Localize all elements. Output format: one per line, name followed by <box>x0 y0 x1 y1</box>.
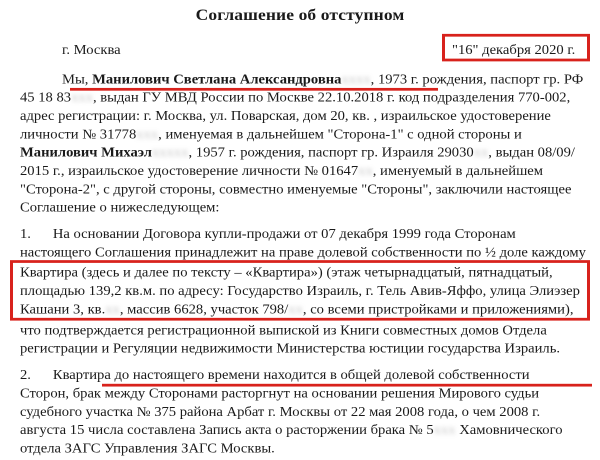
passport-number-partial: 45 18 83 <box>20 90 72 106</box>
intro-line-3: адрес регистрации: г. Москва, ул. Поварская, дом 20, кв. , израильское удостоверение <box>20 109 551 124</box>
divorce-record: августа 15 числа составлена Запись акта о расторжении брака № 5 <box>20 423 434 438</box>
apartment-highlight-box <box>10 260 590 320</box>
party2-passport-issued: , выдан 08/09/ <box>488 145 575 161</box>
intro-line-1 <box>62 71 583 89</box>
intro-prefix: Мы, <box>62 72 93 88</box>
apartment-parcel: , массив 6628, участок 798/ <box>119 302 289 317</box>
intro-line-4 <box>20 125 522 143</box>
clause2-line-5: отдела ЗАГС Управления ЗАГС Москвы. <box>20 441 275 457</box>
redacted-mark: xx <box>105 302 120 317</box>
redacted-mark: xx <box>358 163 373 179</box>
party2-id: 2015 г., израильское удостоверение личности № 01647 <box>20 163 359 179</box>
clause1-line-1: 1. На основании Договора купли-продажи от 07 декабря 1999 года Сторонам <box>20 227 516 242</box>
redacted-mark: xxx <box>433 423 456 438</box>
clause1-line-3: Квартира (здесь и далее по тексту – «Квартира») (этаж четырнадцатый, пятнадцатый, <box>20 265 553 281</box>
clause2-line-3: судебного участка № 375 района Арбат г. Москвы от 22 мая 2008 года, о чем 2008 г. <box>20 404 541 420</box>
clause1-line-7: регистрации и Регуляции недвижимости Министерства юстиции государства Израиль. <box>20 341 561 357</box>
clause1-line-4: площадью 139,2 кв.м. по адресу: Государство Израиль, г. Тель Авив-Яффо, улица Элиэзер <box>20 283 580 299</box>
clause2-line-1: 2. Квартира до настоящего времени находится в общей долевой собственности <box>20 368 530 383</box>
divorce-record-office: Хамовнического <box>455 423 563 438</box>
intro-line-2 <box>20 89 570 107</box>
clause2-line-2: Сторон, брак между Сторонами расторгнут на основании решения Мирового судьи <box>20 386 540 402</box>
party1-name: Манилович Светлана Александровна <box>92 72 342 88</box>
party2-designation: , именуемый в дальнейшем <box>372 163 544 179</box>
clause2-line-4 <box>20 421 563 439</box>
party2-name: Манилович Михаэл <box>20 145 152 161</box>
clause1-line-6: что подтверждается регистрационной выпиской из Книги совместных домов Отдела <box>20 323 547 339</box>
city-line: г. Москва <box>62 43 121 58</box>
id-number-partial: личности № 31778 <box>20 127 137 142</box>
document-title: Соглашение об отступном <box>195 5 405 24</box>
redacted-mark: xxx <box>136 127 159 142</box>
redacted-mark: xx <box>288 302 303 317</box>
date-line: "16" декабря 2020 г. <box>452 43 576 58</box>
intro-line-7: "Сторона-2", с другой стороны, совместно именуемые "Стороны", заключили настоящее <box>20 182 572 197</box>
apartment-appendages: , со всеми пристройками и приложениями), <box>302 302 574 317</box>
redacted-mark: xxxx <box>341 72 371 88</box>
intro-line-6 <box>20 162 543 180</box>
passport-issued: , выдан ГУ МВД России по Москве 22.10.2018 г. код подразделения 770-002, <box>92 90 571 106</box>
redacted-mark: xx <box>473 145 489 161</box>
party1-designation: , именуемая в дальнейшем "Сторона-1" с одной стороны и <box>158 127 522 142</box>
intro-line-1-rest: , 1973 г. рождения, паспорт гр. РФ <box>370 72 584 88</box>
apartment-address-a: Кашани 3, кв. <box>20 302 106 317</box>
redacted-mark: xxx <box>71 90 93 106</box>
party2-passport: , 1957 г. рождения, паспорт гр. Израиля 29030 <box>188 145 474 161</box>
redacted-mark: xxxxx <box>152 145 189 161</box>
clause1-line-2: настоящего Соглашения принадлежит на праве долевой собственности по ½ доле каждому <box>20 245 586 261</box>
intro-line-5 <box>20 144 575 162</box>
intro-line-8: Соглашение о нижеследующем: <box>20 200 220 216</box>
date-highlight-box <box>442 34 590 61</box>
